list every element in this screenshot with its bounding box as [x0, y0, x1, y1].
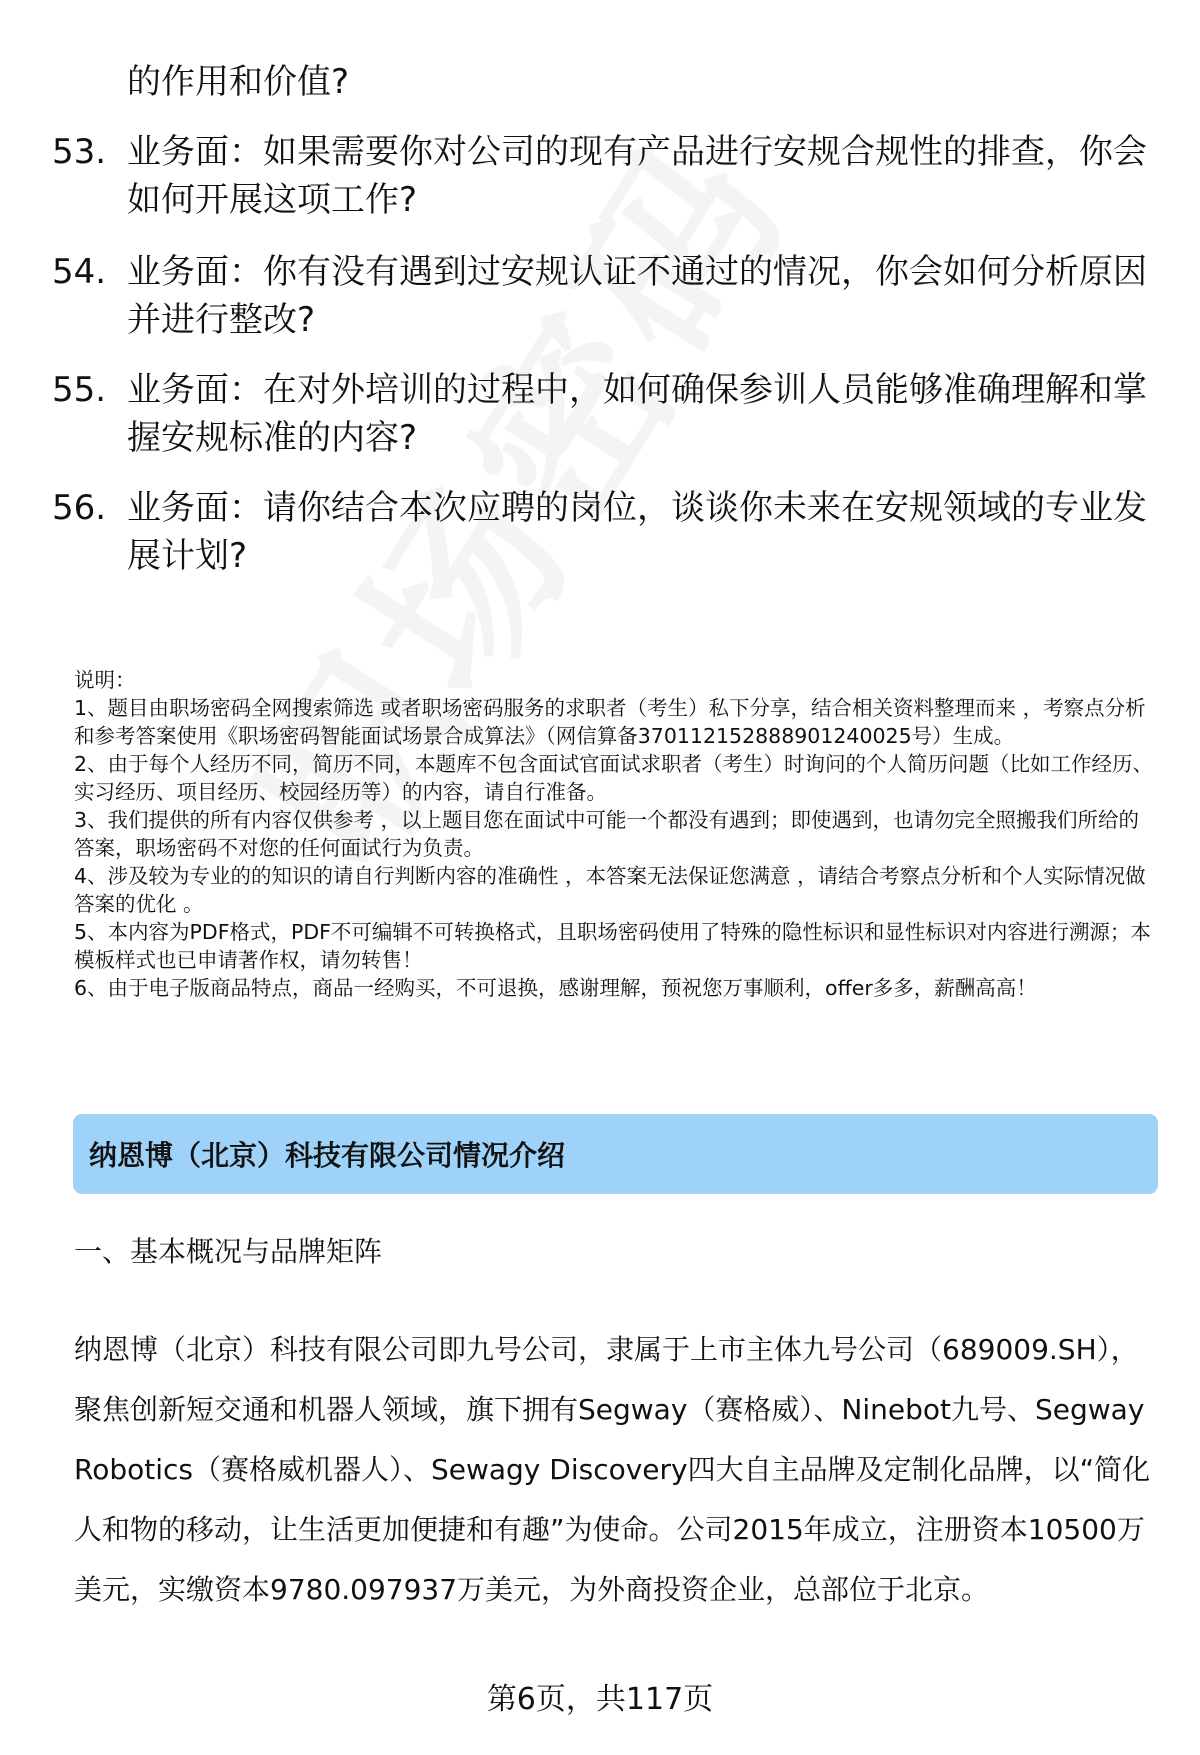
note-item: 1、题目由职场密码全网搜索筛选 或者职场密码服务的求职者（考生）私下分享，结合相关资料整理而来 ，考察点分析和参考答案使用《职场密码智能面试场景合成算法》（网信算备370112152888901240025号）生成。 — [74, 696, 1146, 748]
note-item: 4、涉及较为专业的的知识的请自行判断内容的准确性 ，本答案无法保证您满意 ，请结合考察点分析和个人实际情况做答案的优化 。 — [74, 864, 1146, 916]
question-number: 54. — [52, 252, 107, 292]
question-text: 业务面：请你结合本次应聘的岗位，谈谈你未来在安规领域的专业发展计划? — [127, 488, 1147, 576]
note-item: 5、本内容为PDF格式，PDF不可编辑不可转换格式，且职场密码使用了特殊的隐性标识和显性标识对内容进行溯源；本模板样式也已申请著作权，请勿转售！ — [74, 920, 1151, 972]
question-text: 业务面：你有没有遇到过安规认证不通过的情况，你会如何分析原因并进行整改? — [127, 252, 1147, 340]
section-header — [73, 1114, 1158, 1194]
question-item — [52, 128, 1152, 224]
note-item: 3、我们提供的所有内容仅供参考 ，以上题目您在面试中可能一个都没有遇到；即使遇到，也请勿完全照搬我们所给的答案，职场密码不对您的任何面试行为负责。 — [74, 808, 1140, 860]
question-text: 业务面：如果需要你对公司的现有产品进行安规合规性的排查，你会如何开展这项工作? — [127, 132, 1147, 220]
question-number: 53. — [52, 132, 107, 172]
question-item — [52, 248, 1152, 344]
notes-title: 说明： — [74, 668, 136, 692]
question-number: 55. — [52, 370, 107, 410]
notes-section — [74, 666, 1154, 1002]
question-item — [52, 366, 1152, 462]
company-intro-paragraph: 纳恩博（北京）科技有限公司即九号公司，隶属于上市主体九号公司（689009.SH），聚焦创新短交通和机器人领域，旗下拥有Segway（赛格威）、Ninebot九号、Segway Robotics（赛格威机器人）、Sewagy Discovery四大自主品牌及定制化品牌，以“简化人和物的移动，让生活更加便捷和有趣”为使命。公司2015年成立，注册资本10500万美元，实缴资本9780.097937万美元，为外商投资企业，总部位于北京。 — [74, 1333, 1151, 1606]
note-item: 2、由于每个人经历不同，简历不同，本题库不包含面试官面试求职者（考生）时询问的个人简历问题（比如工作经历、实习经历、项目经历、校园经历等）的内容，请自行准备。 — [74, 752, 1154, 804]
question-number: 56. — [52, 488, 107, 528]
note-item: 6、由于电子版商品特点，商品一经购买，不可退换，感谢理解，预祝您万事顺利，offer多多，薪酬高高！ — [74, 976, 1037, 1000]
section-title: 纳恩博（北京）科技有限公司情况介绍 — [89, 1139, 566, 1172]
subheading: 一、基本概况与品牌矩阵 — [74, 1235, 383, 1268]
question-text: 业务面：在对外培训的过程中，如何确保参训人员能够准确理解和掌握安规标准的内容? — [127, 370, 1147, 458]
page-number: 第6页，共117页 — [486, 1682, 714, 1717]
question-item — [52, 484, 1152, 580]
question-continuation: 的作用和价值? — [127, 62, 350, 102]
